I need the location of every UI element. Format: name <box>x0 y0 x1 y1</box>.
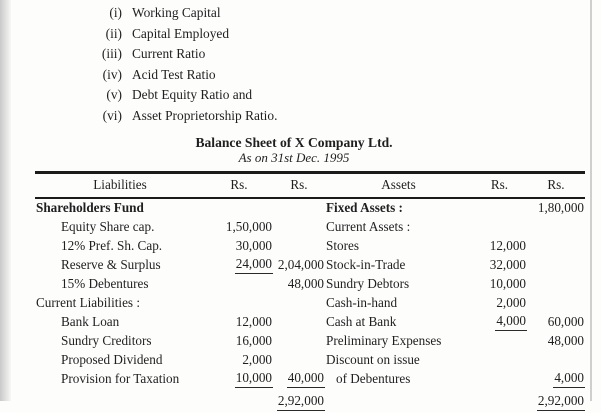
asset-cell <box>325 237 472 256</box>
assets-inner-amount-cell <box>472 370 527 389</box>
cell-text: 2,000 <box>496 294 526 310</box>
assets-inner-amount-cell <box>472 294 527 313</box>
liabilities-outer-amount-cell <box>273 275 325 294</box>
table-row <box>35 237 585 256</box>
list-item <box>26 65 589 86</box>
balance-sheet-table <box>35 171 585 413</box>
cell-text: 2,000 <box>242 351 272 367</box>
liability-cell <box>35 218 205 237</box>
list-item <box>26 24 589 45</box>
liabilities-inner-amount-cell <box>205 351 273 370</box>
assets-inner-amount-cell <box>472 313 527 332</box>
assets-outer-amount-cell <box>527 256 585 275</box>
asset-cell <box>325 351 472 370</box>
assets-inner-amount-cell <box>472 218 527 237</box>
column-header-rs-2: Rs. <box>273 172 325 198</box>
liabilities-inner-amount-cell <box>205 218 273 237</box>
liabilities-outer-amount-cell <box>273 198 325 218</box>
cell-text: 24,000 <box>235 256 273 274</box>
table-row <box>35 275 585 294</box>
column-header-rs-3: Rs. <box>472 172 527 198</box>
cell-text: Fixed Assets : <box>326 199 403 215</box>
asset-cell <box>325 275 472 294</box>
table-row <box>35 351 585 370</box>
cell-text: Discount on issue <box>326 351 420 367</box>
cell-text: 1,80,000 <box>537 199 584 215</box>
column-header-rs-4: Rs. <box>527 172 585 198</box>
list-item-label: Acid Test Ratio <box>132 66 216 82</box>
cell-text: Stores <box>326 237 359 253</box>
cell-text: 40,000 <box>287 370 325 388</box>
cell-text: Provision for Taxation <box>61 370 180 386</box>
list-item-number: (vi) <box>102 107 122 123</box>
list-item <box>26 106 589 127</box>
list-item-number: (iv) <box>102 66 122 82</box>
cell-text: Bank Loan <box>61 313 120 329</box>
liability-cell <box>35 294 205 313</box>
table-header-row <box>35 172 585 198</box>
liability-cell <box>35 313 205 332</box>
cell-text: 16,000 <box>235 332 272 348</box>
liabilities-inner-amount-cell <box>205 370 273 389</box>
asset-cell <box>325 198 472 218</box>
asset-cell <box>325 332 472 351</box>
liabilities-outer-amount-cell <box>273 294 325 313</box>
cell-text: 10,000 <box>489 275 526 291</box>
assets-outer-amount-cell <box>527 198 585 218</box>
assets-inner-amount-cell <box>472 198 527 218</box>
assets-outer-amount-cell <box>527 237 585 256</box>
asset-cell <box>325 218 472 237</box>
cell-text: Cash-in-hand <box>326 294 398 310</box>
list-item-label: Working Capital <box>132 5 221 20</box>
cell-text: Reserve & Surplus <box>61 256 161 272</box>
table-row <box>35 218 585 237</box>
list-item-number: (ii) <box>105 25 122 41</box>
table-row <box>35 198 585 218</box>
list-item-number: (v) <box>106 87 122 103</box>
assets-outer-amount-cell <box>527 275 585 294</box>
cell-text: 10,000 <box>235 370 273 388</box>
balance-sheet-title: Balance Sheet of X Company Ltd. <box>195 134 393 150</box>
liability-cell <box>35 198 205 218</box>
list-item-number: (i) <box>109 5 122 20</box>
cell-text: Sundry Debtors <box>326 275 410 291</box>
cell-text: 2,04,000 <box>277 256 324 272</box>
list-item-label: Asset Proprietorship Ratio. <box>132 107 278 123</box>
liability-cell <box>35 275 205 294</box>
assets-inner-amount-cell <box>472 256 527 275</box>
liabilities-inner-amount-cell <box>205 237 273 256</box>
assets-outer-amount-cell <box>527 218 585 237</box>
assets-outer-amount-cell <box>527 370 585 389</box>
cell-text: Shareholders Fund <box>36 199 144 215</box>
cell-text: 32,000 <box>489 256 526 272</box>
liability-cell <box>35 237 205 256</box>
ratios-list <box>26 3 589 127</box>
cell-text: Stock-in-Trade <box>326 256 406 272</box>
page-content <box>14 0 589 413</box>
assets-outer-amount-cell <box>527 313 585 332</box>
assets-outer-amount-cell <box>527 294 585 313</box>
cell-text: 15% Debentures <box>61 275 149 291</box>
assets-outer-amount-cell <box>527 332 585 351</box>
asset-cell <box>325 294 472 313</box>
liabilities-outer-amount-cell <box>273 218 325 237</box>
cell-text: 2,92,000 <box>537 393 585 411</box>
cell-text: Preliminary Expenses <box>326 332 442 348</box>
cell-text: Sundry Creditors <box>61 332 152 348</box>
page-left-edge-shadow <box>0 0 11 401</box>
cell-text: Current Assets : <box>326 218 411 234</box>
assets-inner-amount-cell <box>472 351 527 370</box>
table-row <box>35 256 585 275</box>
liability-cell <box>35 370 205 389</box>
cell-text: 48,000 <box>287 275 324 291</box>
column-header-assets: Assets <box>325 172 472 198</box>
liabilities-outer-amount-cell <box>273 351 325 370</box>
cell-text: 12% Pref. Sh. Cap. <box>61 237 163 253</box>
liabilities-inner-amount-cell <box>205 275 273 294</box>
balance-sheet-subtitle: As on 31st Dec. 1995 <box>238 149 350 165</box>
liabilities-inner-amount-cell <box>205 313 273 332</box>
liabilities-inner-amount-cell <box>205 332 273 351</box>
assets-inner-amount-cell <box>472 332 527 351</box>
list-item <box>26 3 589 24</box>
cell-text: 12,000 <box>489 237 526 253</box>
column-header-rs-1: Rs. <box>205 172 273 198</box>
cell-text: 1,50,000 <box>225 218 272 234</box>
liability-cell <box>35 256 205 275</box>
liabilities-inner-amount-cell <box>205 256 273 275</box>
cell-text: 4,000 <box>495 313 527 331</box>
cell-text: Cash at Bank <box>326 313 397 329</box>
cell-text: 4,000 <box>553 370 585 388</box>
liability-cell <box>35 332 205 351</box>
cell-text: 60,000 <box>547 313 584 329</box>
balance-sheet-rows <box>35 198 585 413</box>
cell-text: 48,000 <box>547 332 584 348</box>
asset-cell <box>325 313 472 332</box>
liabilities-outer-amount-cell <box>273 237 325 256</box>
assets-inner-amount-cell <box>472 237 527 256</box>
asset-cell <box>325 256 472 275</box>
list-item-label: Current Ratio <box>132 46 206 62</box>
liabilities-outer-amount-cell <box>273 332 325 351</box>
assets-inner-amount-cell <box>472 275 527 294</box>
cell-text: Equity Share cap. <box>61 218 155 234</box>
page-right-edge-line <box>590 0 592 401</box>
table-row <box>35 370 585 389</box>
liabilities-outer-amount-cell <box>273 256 325 275</box>
table-row <box>35 313 585 332</box>
cell-text: 30,000 <box>235 237 272 253</box>
asset-cell <box>325 370 472 389</box>
list-item <box>26 85 589 106</box>
cell-text: Current Liabilities : <box>36 294 141 310</box>
cell-text: 12,000 <box>235 313 272 329</box>
cell-text: Proposed Dividend <box>61 351 163 367</box>
liabilities-outer-amount-cell <box>273 370 325 389</box>
cell-text: 2,92,000 <box>277 393 325 411</box>
liabilities-outer-amount-cell <box>273 313 325 332</box>
list-item-label: Capital Employed <box>132 25 230 41</box>
cell-text: of Debentures <box>336 370 411 386</box>
liability-cell <box>35 351 205 370</box>
list-item-label: Debt Equity Ratio and <box>132 87 253 103</box>
column-header-liabilities: Liabilities <box>35 172 205 198</box>
liabilities-inner-amount-cell <box>205 198 273 218</box>
assets-outer-amount-cell <box>527 351 585 370</box>
table-row <box>35 294 585 313</box>
list-item-number: (iii) <box>101 46 122 62</box>
table-row <box>35 332 585 351</box>
liabilities-inner-amount-cell <box>205 294 273 313</box>
list-item <box>26 44 589 65</box>
